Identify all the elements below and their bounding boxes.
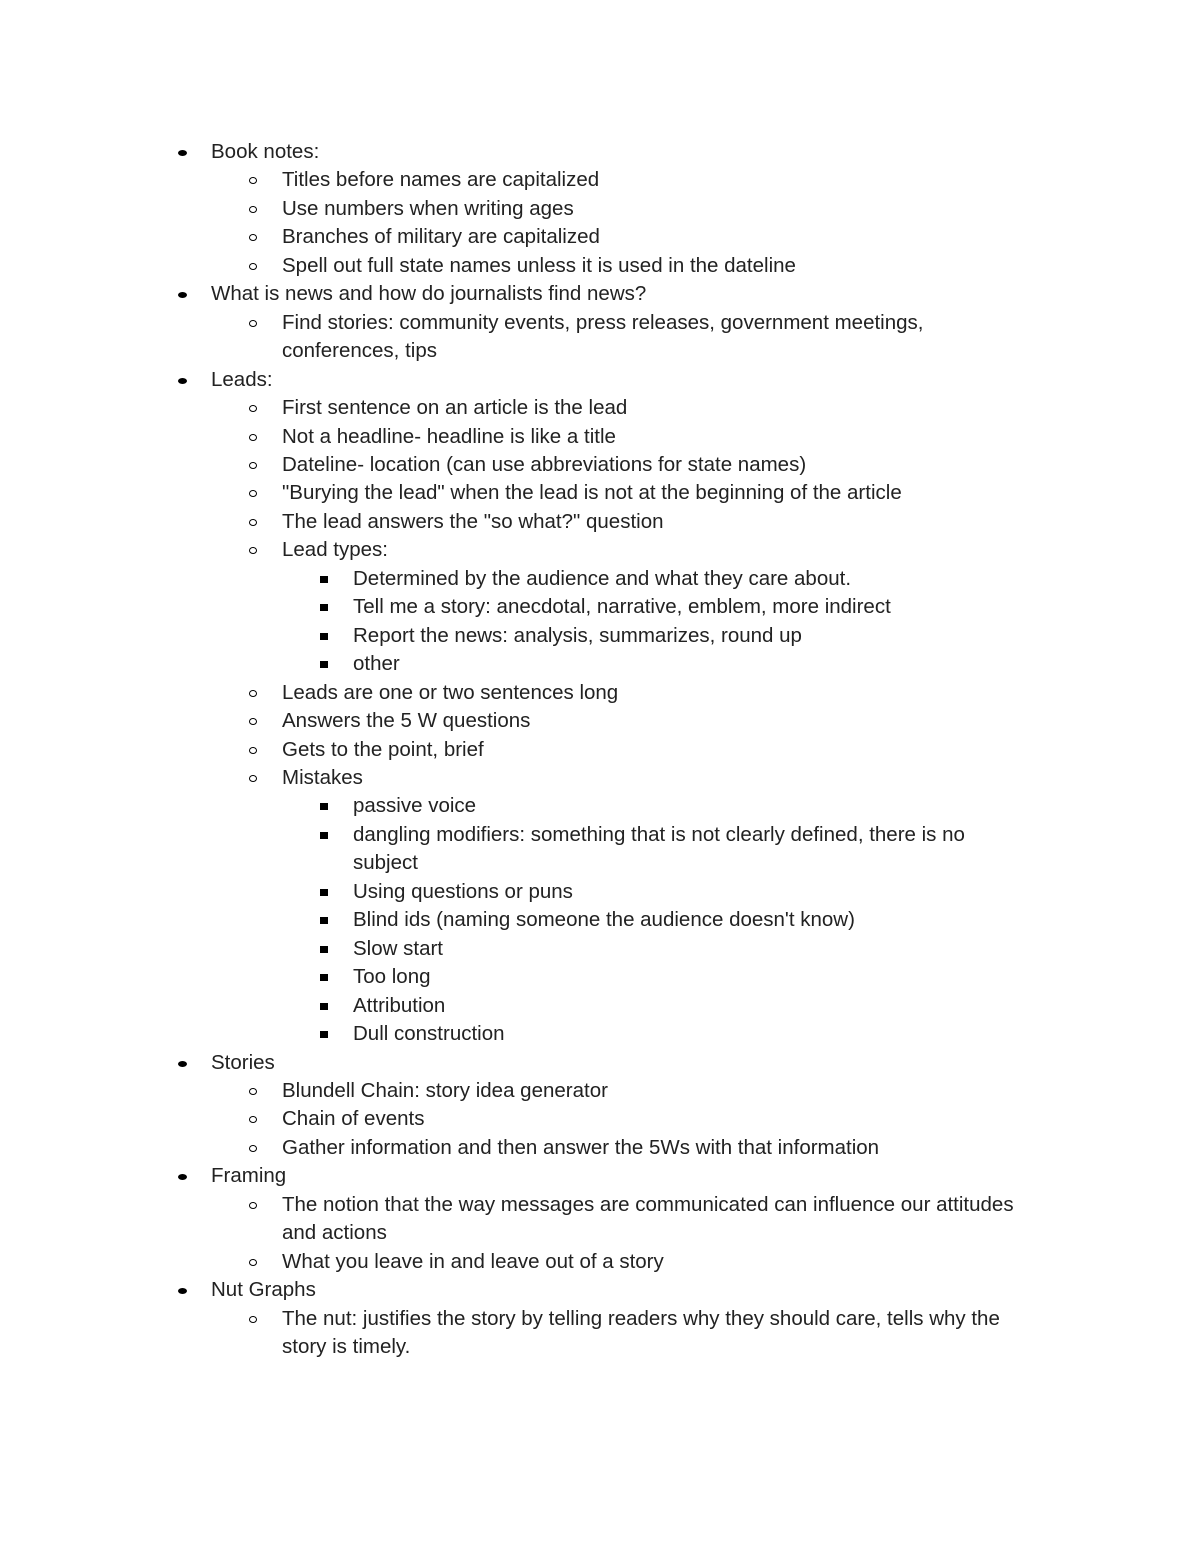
list-item-level-3 [0, 992, 1200, 1020]
list-item-level-3 [0, 593, 1200, 621]
list-item-level-3 [0, 935, 1200, 963]
list-item-level-1 [0, 138, 1200, 166]
filled-square-bullet-icon [318, 878, 330, 906]
list-item-text: Blind ids (naming someone the audience doesn't know) [353, 908, 855, 932]
list-item-text: Chain of events [282, 1107, 425, 1131]
list-item-level-2 [0, 451, 1200, 479]
filled-square-bullet-icon [318, 963, 330, 991]
list-item-level-3 [0, 821, 1200, 849]
list-item-text: Slow start [353, 936, 443, 960]
hollow-circle-bullet-icon [248, 1077, 260, 1105]
list-item-text: The nut: justifies the story by telling readers why they should care, tells why the [282, 1306, 1000, 1330]
list-item-level-2 [0, 309, 1200, 337]
list-item-text: Too long [353, 965, 431, 989]
hollow-circle-bullet-icon [248, 394, 260, 422]
list-item-level-3 [0, 963, 1200, 991]
list-item-text: passive voice [353, 794, 477, 818]
bullet-outline [0, 138, 1200, 1361]
list-item-text: Stories [211, 1050, 275, 1074]
list-item-text: Leads are one or two sentences long [282, 680, 619, 704]
list-item-text: and actions [282, 1221, 387, 1245]
list-item-text: "Burying the lead" when the lead is not at the beginning of the article [282, 481, 902, 505]
list-item-continuation [0, 337, 1200, 365]
list-item-level-2 [0, 195, 1200, 223]
list-item-level-3 [0, 906, 1200, 934]
list-item-text: subject [353, 851, 418, 875]
list-item-level-2 [0, 223, 1200, 251]
list-item-text: Spell out full state names unless it is used in the dateline [282, 253, 796, 277]
list-item-level-3 [0, 792, 1200, 820]
list-item-continuation [0, 1219, 1200, 1247]
list-item-text: Find stories: community events, press releases, government meetings, [282, 310, 924, 334]
list-item-level-2 [0, 1134, 1200, 1162]
list-item-level-1 [0, 1049, 1200, 1077]
list-item-level-1 [0, 366, 1200, 394]
hollow-circle-bullet-icon [248, 451, 260, 479]
filled-square-bullet-icon [318, 1020, 330, 1048]
list-item-level-2 [0, 166, 1200, 194]
list-item-text: What is news and how do journalists find news? [211, 282, 647, 306]
list-item-continuation [0, 849, 1200, 877]
list-item-level-1 [0, 1162, 1200, 1190]
list-item-level-3 [0, 565, 1200, 593]
list-item-text: Tell me a story: anecdotal, narrative, emblem, more indirect [353, 595, 891, 619]
list-item-level-2 [0, 508, 1200, 536]
list-item-text: Book notes: [211, 140, 320, 163]
hollow-circle-bullet-icon [248, 479, 260, 507]
list-item-text: Mistakes [282, 765, 363, 789]
filled-square-bullet-icon [318, 792, 330, 820]
filled-square-bullet-icon [318, 593, 330, 621]
filled-square-bullet-icon [318, 650, 330, 678]
filled-circle-bullet-icon [177, 366, 189, 394]
list-item-text: Lead types: [282, 538, 388, 562]
list-item-text: Gets to the point, brief [282, 737, 484, 761]
list-item-text: Titles before names are capitalized [282, 168, 600, 192]
list-item-text: Gather information and then answer the 5Ws with that information [282, 1135, 880, 1159]
filled-circle-bullet-icon [177, 280, 189, 308]
list-item-text: Attribution [353, 993, 446, 1017]
list-item-text: Branches of military are capitalized [282, 225, 600, 249]
filled-circle-bullet-icon [177, 1162, 189, 1190]
hollow-circle-bullet-icon [248, 508, 260, 536]
filled-square-bullet-icon [318, 935, 330, 963]
filled-circle-bullet-icon [177, 1049, 189, 1077]
hollow-circle-bullet-icon [248, 195, 260, 223]
hollow-circle-bullet-icon [248, 1134, 260, 1162]
notes-page [0, 138, 1200, 1361]
list-item-level-2 [0, 479, 1200, 507]
hollow-circle-bullet-icon [248, 423, 260, 451]
list-item-text: Use numbers when writing ages [282, 196, 574, 220]
hollow-circle-bullet-icon [248, 679, 260, 707]
list-item-level-3 [0, 650, 1200, 678]
list-item-level-2 [0, 1105, 1200, 1133]
hollow-circle-bullet-icon [248, 1248, 260, 1276]
list-item-text: Nut Graphs [211, 1278, 316, 1302]
hollow-circle-bullet-icon [248, 223, 260, 251]
list-item-text: Not a headline- headline is like a title [282, 424, 616, 448]
filled-circle-bullet-icon [177, 1276, 189, 1304]
list-item-text: dangling modifiers: something that is not clearly defined, there is no [353, 822, 965, 846]
list-item-text: The notion that the way messages are communicated can influence our attitudes [282, 1192, 1014, 1216]
list-item-text: Blundell Chain: story idea generator [282, 1078, 608, 1102]
filled-circle-bullet-icon [177, 138, 189, 166]
list-item-level-2 [0, 736, 1200, 764]
list-item-level-2 [0, 252, 1200, 280]
hollow-circle-bullet-icon [248, 1305, 260, 1333]
list-item-level-2 [0, 1077, 1200, 1105]
list-item-level-2 [0, 536, 1200, 564]
hollow-circle-bullet-icon [248, 736, 260, 764]
list-item-text: conferences, tips [282, 339, 437, 363]
list-item-level-3 [0, 878, 1200, 906]
hollow-circle-bullet-icon [248, 764, 260, 792]
list-item-text: First sentence on an article is the lead [282, 396, 628, 420]
list-item-level-2 [0, 394, 1200, 422]
filled-square-bullet-icon [318, 821, 330, 849]
list-item-text: Framing [211, 1164, 287, 1188]
list-item-text: Dateline- location (can use abbreviations for state names) [282, 452, 807, 476]
hollow-circle-bullet-icon [248, 166, 260, 194]
list-item-text: Determined by the audience and what they care about. [353, 566, 852, 590]
list-item-text: Dull construction [353, 1022, 505, 1046]
filled-square-bullet-icon [318, 992, 330, 1020]
list-item-text: other [353, 652, 400, 676]
filled-square-bullet-icon [318, 565, 330, 593]
list-item-level-1 [0, 1276, 1200, 1304]
list-item-level-2 [0, 1305, 1200, 1333]
list-item-text: Report the news: analysis, summarizes, round up [353, 623, 802, 647]
list-item-level-2 [0, 679, 1200, 707]
list-item-level-2 [0, 423, 1200, 451]
list-item-text: The lead answers the "so what?" question [282, 509, 664, 533]
filled-square-bullet-icon [318, 906, 330, 934]
list-item-level-3 [0, 622, 1200, 650]
list-item-text: Answers the 5 W questions [282, 709, 531, 733]
list-item-level-2 [0, 1191, 1200, 1219]
hollow-circle-bullet-icon [248, 1191, 260, 1219]
list-item-level-2 [0, 1248, 1200, 1276]
list-item-level-3 [0, 1020, 1200, 1048]
list-item-text: What you leave in and leave out of a story [282, 1249, 664, 1273]
hollow-circle-bullet-icon [248, 309, 260, 337]
list-item-level-1 [0, 280, 1200, 308]
hollow-circle-bullet-icon [248, 1105, 260, 1133]
filled-square-bullet-icon [318, 622, 330, 650]
list-item-text: story is timely. [282, 1335, 411, 1359]
hollow-circle-bullet-icon [248, 536, 260, 564]
list-item-continuation [0, 1333, 1200, 1361]
list-item-text: Leads: [211, 367, 273, 391]
list-item-level-2 [0, 707, 1200, 735]
list-item-level-2 [0, 764, 1200, 792]
hollow-circle-bullet-icon [248, 252, 260, 280]
list-item-text: Using questions or puns [353, 879, 573, 903]
hollow-circle-bullet-icon [248, 707, 260, 735]
